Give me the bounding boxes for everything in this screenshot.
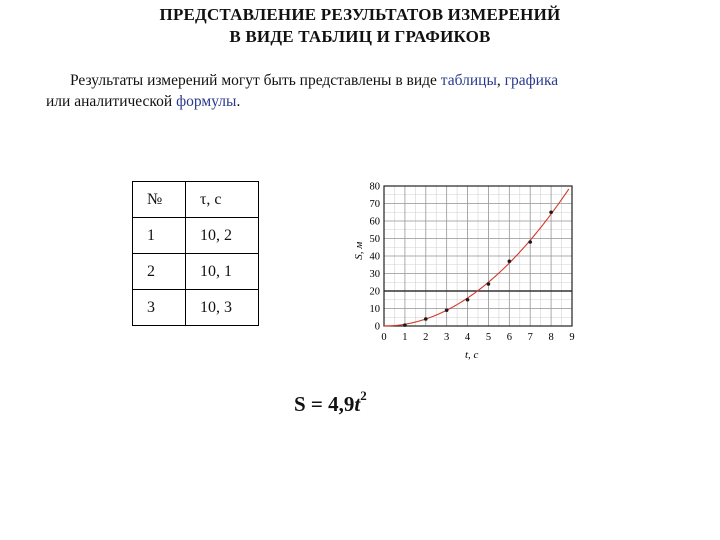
- table-header-cell: τ, с: [186, 182, 259, 218]
- data-point: [549, 210, 553, 214]
- y-tick-label: 80: [369, 181, 380, 193]
- measurement-table: [132, 181, 259, 326]
- y-tick-label: 20: [369, 286, 380, 298]
- x-tick-label: 9: [569, 332, 575, 343]
- table-cell: 3: [133, 290, 186, 326]
- data-point: [528, 240, 532, 244]
- intro-end: .: [236, 93, 241, 110]
- x-tick-label: 8: [548, 332, 554, 343]
- x-tick-label: 5: [485, 332, 492, 343]
- y-tick-label: 30: [369, 269, 380, 280]
- y-tick-label: 50: [369, 234, 380, 245]
- data-point: [466, 298, 470, 302]
- table-row: [133, 290, 259, 326]
- x-tick-label: 4: [464, 332, 471, 343]
- intro-text-2: или аналитической: [46, 93, 177, 110]
- y-tick-label: 0: [374, 321, 380, 333]
- x-axis-label: t, с: [465, 349, 479, 361]
- formula-variable: t: [354, 392, 361, 416]
- table-row: [133, 218, 259, 254]
- title-line-1: ПРЕДСТАВЛЕНИЕ РЕЗУЛЬТАТОВ ИЗМЕРЕНИЙ: [159, 5, 561, 24]
- data-point: [487, 282, 491, 286]
- formula-exponent: 2: [360, 388, 367, 403]
- intro-paragraph: [46, 70, 666, 112]
- data-point: [403, 323, 407, 327]
- table-cell: 10, 1: [186, 254, 259, 290]
- x-tick-label: 3: [444, 332, 450, 343]
- table-header-row: [133, 182, 259, 218]
- data-point: [424, 317, 428, 321]
- formula-lhs: S = 4,9: [294, 392, 355, 416]
- link-table[interactable]: таблицы: [440, 72, 497, 89]
- intro-line-1: [46, 70, 666, 91]
- slide-title: [0, 4, 720, 48]
- table-cell: 2: [133, 254, 186, 290]
- intro-sep: ,: [496, 72, 505, 89]
- title-line-2: В ВИДЕ ТАБЛИЦ И ГРАФИКОВ: [229, 27, 491, 46]
- table-row: [133, 254, 259, 290]
- link-formula[interactable]: формулы: [176, 93, 237, 110]
- y-axis-label: S, м: [353, 241, 365, 260]
- link-graph[interactable]: графика: [504, 72, 559, 89]
- fit-curve: [384, 189, 569, 326]
- y-tick-label: 60: [369, 216, 380, 228]
- data-point: [445, 308, 449, 312]
- x-tick-label: 7: [527, 332, 533, 343]
- y-tick-label: 40: [369, 251, 380, 263]
- distance-time-chart: [340, 176, 590, 366]
- table-cell: 10, 2: [186, 218, 259, 254]
- table-header-cell: №: [133, 182, 186, 218]
- x-tick-label: 6: [506, 332, 512, 343]
- x-tick-label: 2: [423, 332, 429, 343]
- table-cell: 10, 3: [186, 290, 259, 326]
- intro-text-1: Результаты измерений могут быть представлены в виде: [70, 72, 441, 89]
- y-tick-label: 10: [369, 304, 380, 315]
- x-tick-label: 0: [381, 332, 387, 343]
- y-tick-label: 70: [369, 199, 380, 210]
- intro-line-2: [46, 93, 240, 110]
- table-cell: 1: [133, 218, 186, 254]
- x-tick-label: 1: [402, 332, 408, 343]
- formula: [294, 388, 367, 417]
- data-point: [508, 259, 512, 263]
